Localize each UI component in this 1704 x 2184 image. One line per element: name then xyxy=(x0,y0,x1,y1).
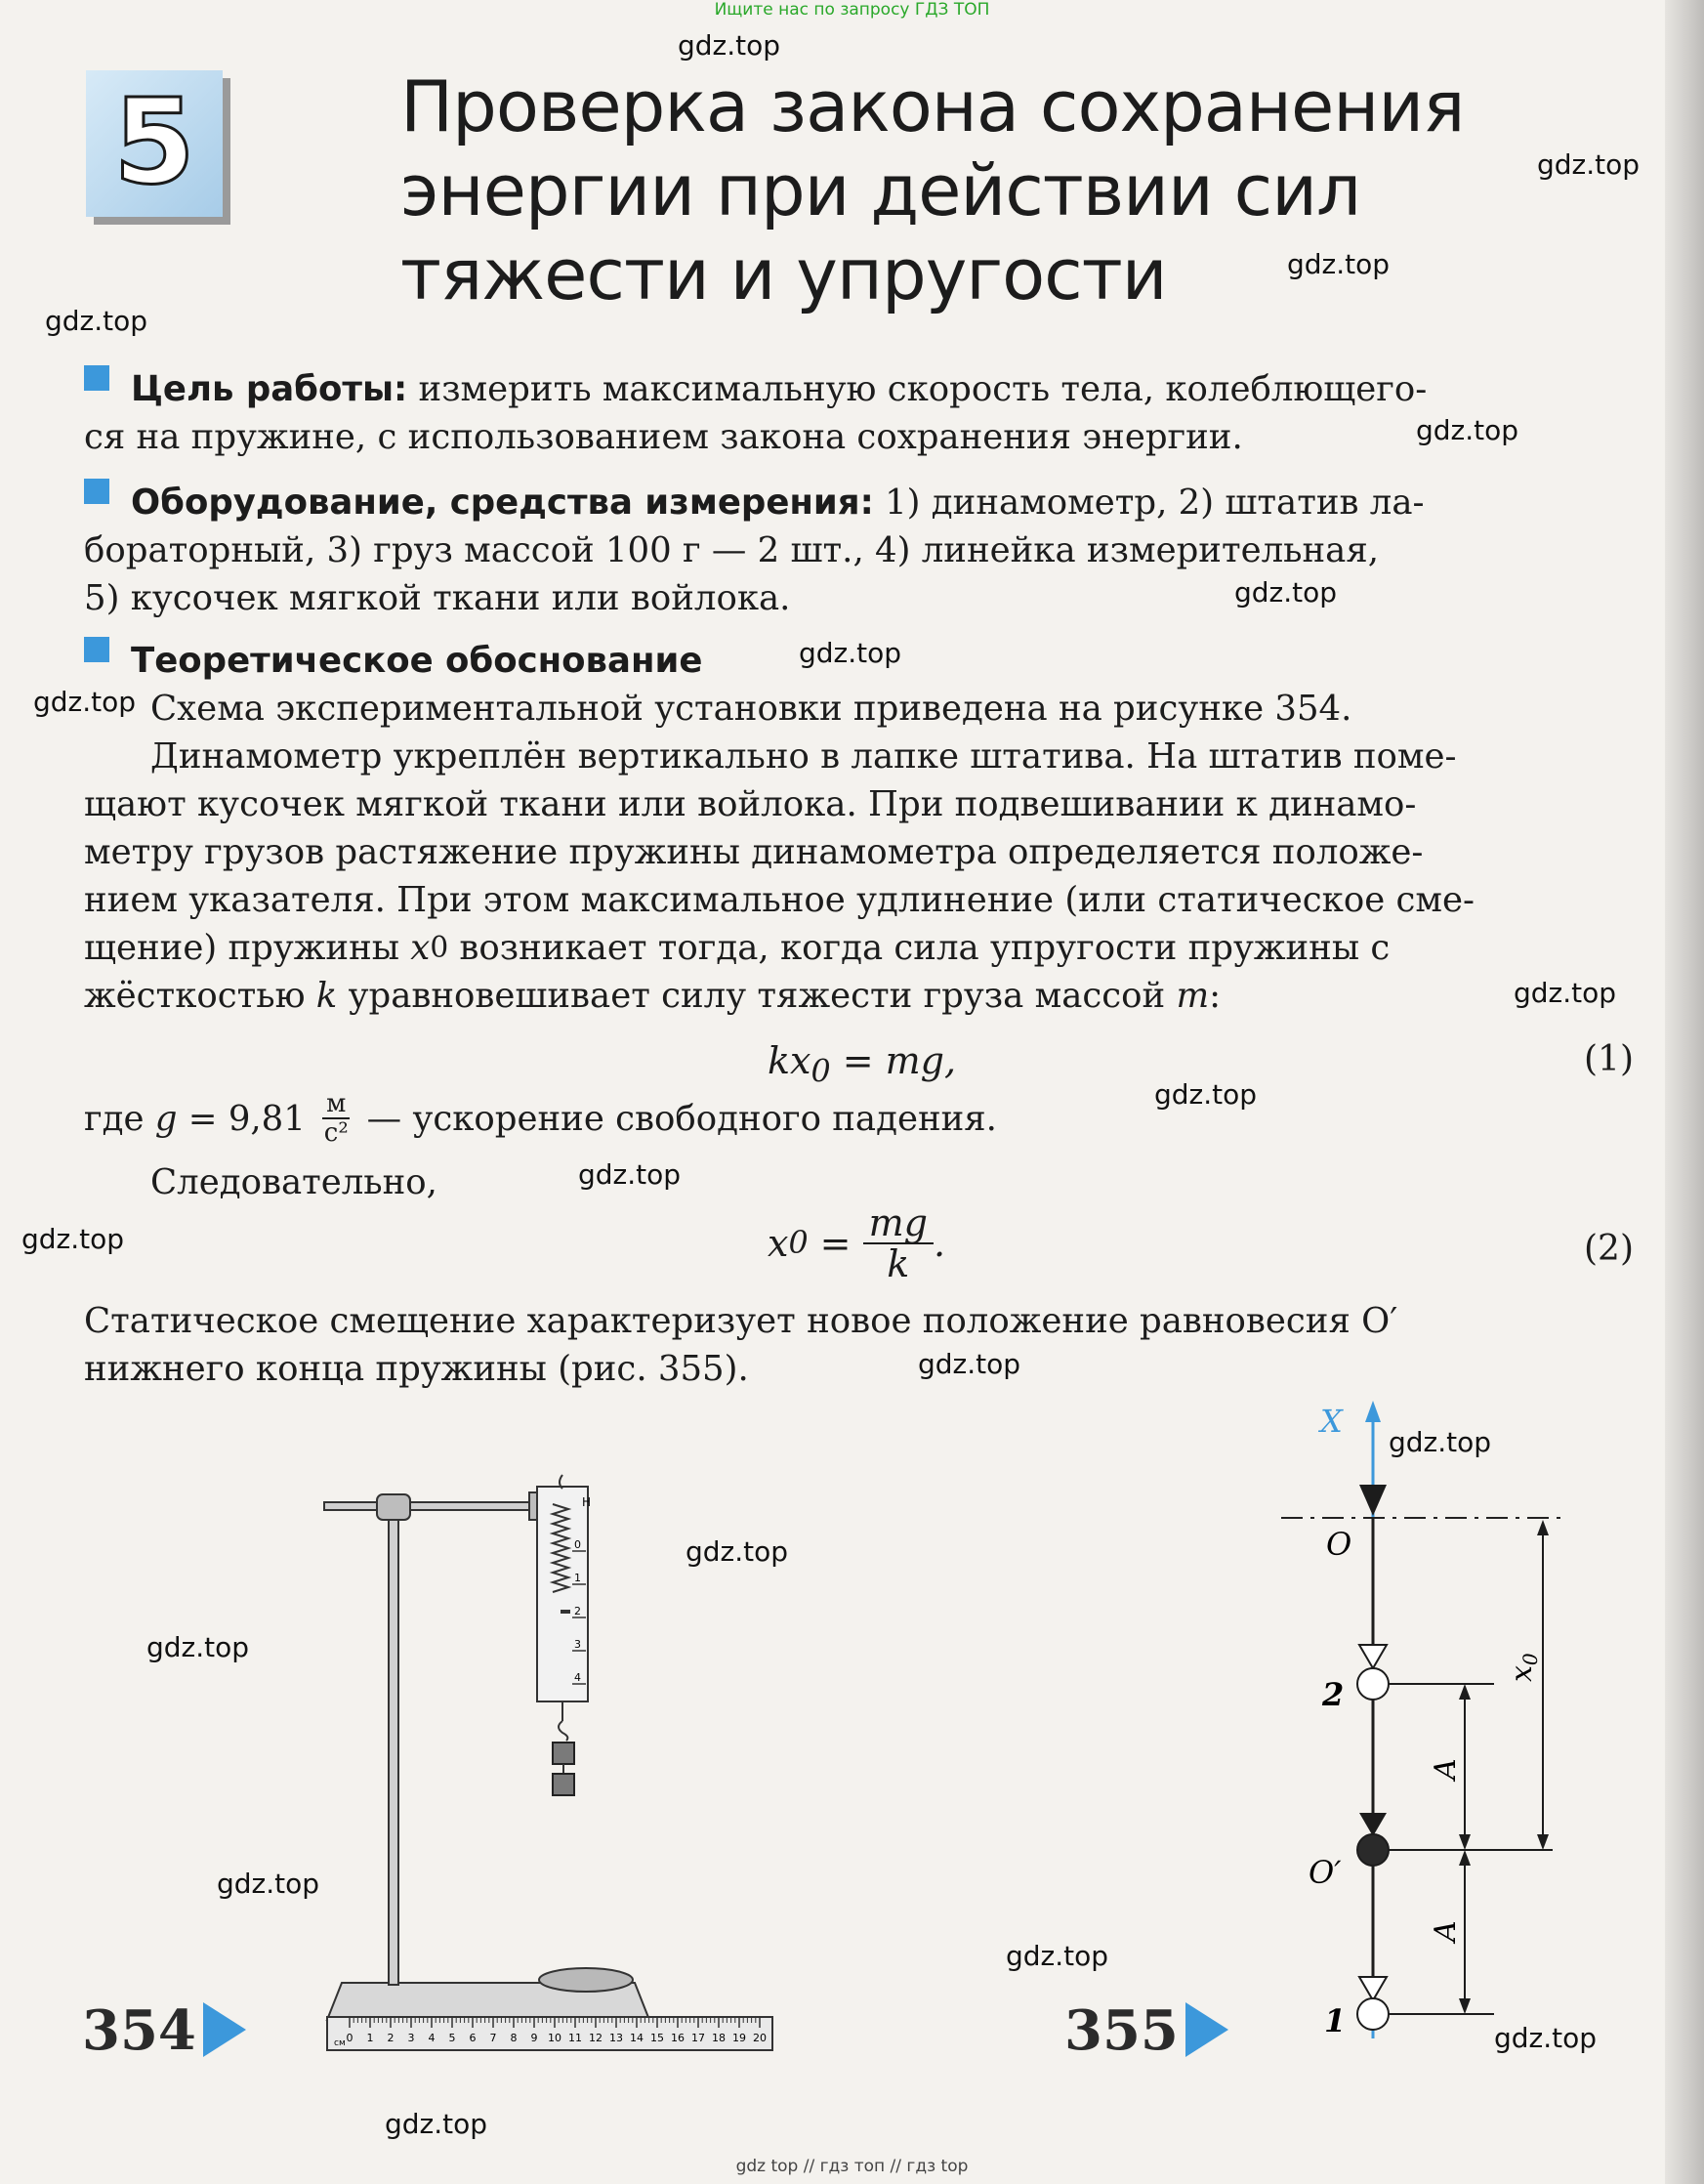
ruler-tick-label: 16 xyxy=(671,2032,685,2044)
theory-text: метру грузов растяжение пружины динамометра определяется положе- xyxy=(84,832,1424,872)
amp-upper-arrow-top xyxy=(1459,1684,1471,1700)
watermark: gdz.top xyxy=(918,1348,1021,1380)
x0-label xyxy=(1505,1653,1542,1682)
ruler-tick-label: 2 xyxy=(387,2032,395,2044)
consequently-text: Следовательно, xyxy=(150,1162,437,1202)
watermark: gdz.top xyxy=(1287,248,1391,280)
equation-1-number: (1) xyxy=(1584,1039,1634,1079)
eq2-fraction xyxy=(863,1203,934,1283)
ruler-tick-label: 13 xyxy=(609,2032,623,2044)
title-line: тяжести и упругости xyxy=(400,233,1167,315)
label-O: O xyxy=(1326,1526,1352,1563)
watermark: gdz.top xyxy=(578,1158,682,1191)
theory-text: Динамометр укреплён вертикально в лапке штатива. На штатив поме- xyxy=(150,736,1457,777)
x0-sub: 0 xyxy=(1518,1653,1542,1666)
footer-links[interactable]: gdz top // гдз топ // гдз top xyxy=(735,2157,969,2176)
watermark: gdz.top xyxy=(1234,576,1338,609)
axis-label: X xyxy=(1320,1403,1343,1440)
amplitude-label: A xyxy=(1429,1920,1463,1942)
ruler-tick-label: 4 xyxy=(428,2032,436,2044)
unit-den: с² xyxy=(323,1118,349,1148)
equipment-section xyxy=(84,479,1632,622)
bullet-square xyxy=(84,479,109,504)
ruler-tick-label: 8 xyxy=(510,2032,518,2044)
gravity-line xyxy=(84,1090,997,1147)
position-2-marker xyxy=(1359,1645,1387,1668)
watermark: gdz.top xyxy=(1006,1940,1109,1972)
watermark: gdz.top xyxy=(1514,977,1617,1009)
label-2: 2 xyxy=(1322,1676,1345,1713)
amp-lower-arrow-bottom xyxy=(1459,1998,1471,2014)
theory-text: возникает тогда, когда сила упругости пружины с xyxy=(448,928,1391,968)
equation-2 xyxy=(768,1203,945,1283)
theory-text: Схема экспериментальной установки приведена на рисунке 354. xyxy=(150,689,1352,729)
eq2-dot: . xyxy=(933,1222,946,1265)
watermark: gdz.top xyxy=(1154,1078,1258,1111)
equation-2-number: (2) xyxy=(1584,1229,1634,1269)
figure-354-stand xyxy=(312,1446,801,2051)
theory-text: жёсткостью xyxy=(84,976,316,1016)
equipment-text: 5) кусочек мягкой ткани или войлока. xyxy=(84,578,791,618)
title-line: Проверка закона сохранения xyxy=(400,65,1465,147)
equation-1 xyxy=(768,1039,956,1090)
figure-355-number: 355 xyxy=(1064,1998,1179,2063)
eq2-num: mg xyxy=(863,1203,934,1244)
x0-arrow-bottom xyxy=(1537,1834,1549,1850)
eq2-den: k xyxy=(887,1242,910,1285)
label-1: 1 xyxy=(1324,2002,1347,2039)
dynamometer-body xyxy=(537,1487,588,1701)
watermark: gdz.top xyxy=(799,637,902,669)
static-text: нижнего конца пружины (рис. 355). xyxy=(84,1349,749,1389)
ruler-tick-label: 6 xyxy=(469,2032,477,2044)
theory-text: нием указателя. При этом максимальное удлинение (или статическое сме- xyxy=(84,880,1475,920)
unit-fraction xyxy=(322,1090,350,1147)
label-O-prime: O′ xyxy=(1309,1854,1342,1891)
ruler-tick-label: 3 xyxy=(407,2032,415,2044)
search-banner[interactable]: Ищите нас по запросу ГДЗ ТОП xyxy=(714,0,990,20)
clamp-coupling xyxy=(377,1494,410,1520)
ruler-unit: см xyxy=(334,2038,346,2048)
var-m: m xyxy=(1176,976,1210,1016)
dyn-tick-label: 1 xyxy=(574,1572,581,1584)
dyn-unit: Н xyxy=(582,1495,592,1509)
theory-text: : xyxy=(1209,976,1222,1016)
position-1-marker xyxy=(1359,1977,1387,2000)
ruler-tick-label: 15 xyxy=(650,2032,664,2044)
figure-355-arrow-icon xyxy=(1185,2002,1228,2057)
page-title xyxy=(400,64,1641,316)
ruler-tick-label: 20 xyxy=(753,2032,767,2044)
static-displacement-text xyxy=(84,1297,1632,1393)
var-x: x xyxy=(410,928,431,968)
ruler-tick-label: 11 xyxy=(568,2032,582,2044)
dyn-tick-label: 4 xyxy=(574,1671,581,1684)
watermark: gdz.top xyxy=(1389,1426,1492,1458)
watermark: gdz.top xyxy=(1494,2022,1598,2054)
goal-label: Цель работы: xyxy=(131,369,408,409)
ruler-tick-label: 7 xyxy=(489,2032,497,2044)
equipment-text: бораторный, 3) груз массой 100 г — 2 шт., 4) линейка измерительная, xyxy=(84,530,1379,570)
position-2-ball xyxy=(1357,1668,1389,1700)
watermark: gdz.top xyxy=(45,305,148,337)
eq1-sub: 0 xyxy=(810,1054,831,1090)
position-1-ball xyxy=(1357,1998,1389,2030)
ruler-tick-label: 14 xyxy=(630,2032,644,2044)
theory-text: щают кусочек мягкой ткани или войлока. При подвешивании к динамо- xyxy=(84,784,1417,824)
amplitude-label: A xyxy=(1429,1758,1463,1780)
weight-1 xyxy=(553,1743,574,1764)
title-line: энергии при действии сил xyxy=(400,149,1361,231)
figure-354-number: 354 xyxy=(82,1998,196,2063)
eq1-rhs: = mg, xyxy=(830,1039,957,1082)
dyn-pointer xyxy=(561,1610,570,1614)
watermark: gdz.top xyxy=(678,29,781,62)
x0-text: x xyxy=(1505,1665,1539,1682)
var-g: g xyxy=(154,1098,178,1139)
watermark: gdz.top xyxy=(33,686,137,718)
var-k: k xyxy=(315,976,338,1016)
theory-text: щение) пружины xyxy=(84,928,411,968)
ruler-tick-label: 19 xyxy=(732,2032,746,2044)
theory-section xyxy=(84,637,1632,1020)
lab-number: 5 xyxy=(113,75,195,211)
ruler-tick-label: 17 xyxy=(691,2032,705,2044)
equilibrium-marker xyxy=(1359,1813,1387,1836)
watermark: gdz.top xyxy=(217,1868,320,1900)
weight-2 xyxy=(553,1774,574,1795)
amp-lower-arrow-top xyxy=(1459,1850,1471,1866)
ruler-tick-label: 12 xyxy=(589,2032,603,2044)
theory-label: Теоретическое обоснование xyxy=(131,641,703,681)
equipment-label: Оборудование, средства измерения: xyxy=(131,483,874,523)
dyn-tick-label: 3 xyxy=(574,1638,581,1651)
watermark: gdz.top xyxy=(146,1631,250,1663)
ruler-tick-label: 5 xyxy=(448,2032,456,2044)
eq1-lhs: kx xyxy=(768,1039,811,1082)
var-sub: 0 xyxy=(430,931,449,964)
felt-pad xyxy=(539,1968,633,1992)
watermark: gdz.top xyxy=(686,1535,789,1568)
goal-text: измерить максимальную скорость тела, колеблющего- xyxy=(407,369,1428,409)
ruler-tick-label: 1 xyxy=(366,2032,374,2044)
figure-355-diagram xyxy=(1269,1399,1582,2043)
origin-marker xyxy=(1359,1485,1387,1516)
ruler-tick-label: 0 xyxy=(346,2032,353,2044)
watermark: gdz.top xyxy=(1416,414,1519,446)
figure-354-arrow-icon xyxy=(203,2002,246,2057)
ruler-tick-label: 10 xyxy=(548,2032,561,2044)
stand-rod xyxy=(389,1504,398,1985)
bullet-square xyxy=(84,637,109,662)
goal-text: ся на пружине, с использованием закона сохранения энергии. xyxy=(84,417,1243,457)
equipment-text: 1) динамометр, 2) штатив ла- xyxy=(873,483,1425,523)
x0-arrow-top xyxy=(1537,1520,1549,1535)
gravity-text: — ускорение свободного падения. xyxy=(355,1098,997,1139)
page-gutter-shadow xyxy=(1665,0,1704,2184)
ruler-tick-label: 18 xyxy=(712,2032,726,2044)
goal-section xyxy=(84,365,1632,461)
watermark: gdz.top xyxy=(21,1223,125,1255)
unit-num: м xyxy=(322,1090,350,1119)
eq2-equals: = xyxy=(808,1222,863,1265)
ruler-tick-label: 9 xyxy=(530,2032,538,2044)
static-text: Статическое смещение характеризует новое положение равновесия O′ xyxy=(84,1301,1398,1341)
lab-number-badge xyxy=(86,70,223,217)
bullet-square xyxy=(84,365,109,391)
gravity-text: где xyxy=(84,1098,155,1139)
eq2-sub: 0 xyxy=(788,1226,809,1261)
x-axis-arrow xyxy=(1365,1401,1381,1422)
dyn-tick-label: 0 xyxy=(574,1538,581,1551)
dyn-tick-label: 2 xyxy=(574,1605,581,1617)
gravity-value: = 9,81 xyxy=(177,1098,317,1139)
theory-text: уравновешивает силу тяжести груза массой xyxy=(337,976,1177,1016)
watermark: gdz.top xyxy=(1537,148,1641,181)
amp-upper-arrow-bottom xyxy=(1459,1834,1471,1850)
ruler xyxy=(326,2016,775,2053)
equilibrium-ball xyxy=(1357,1834,1389,1866)
watermark: gdz.top xyxy=(385,2108,488,2140)
dyn-hook xyxy=(559,1721,567,1741)
eq2-lhs: x xyxy=(768,1222,789,1265)
